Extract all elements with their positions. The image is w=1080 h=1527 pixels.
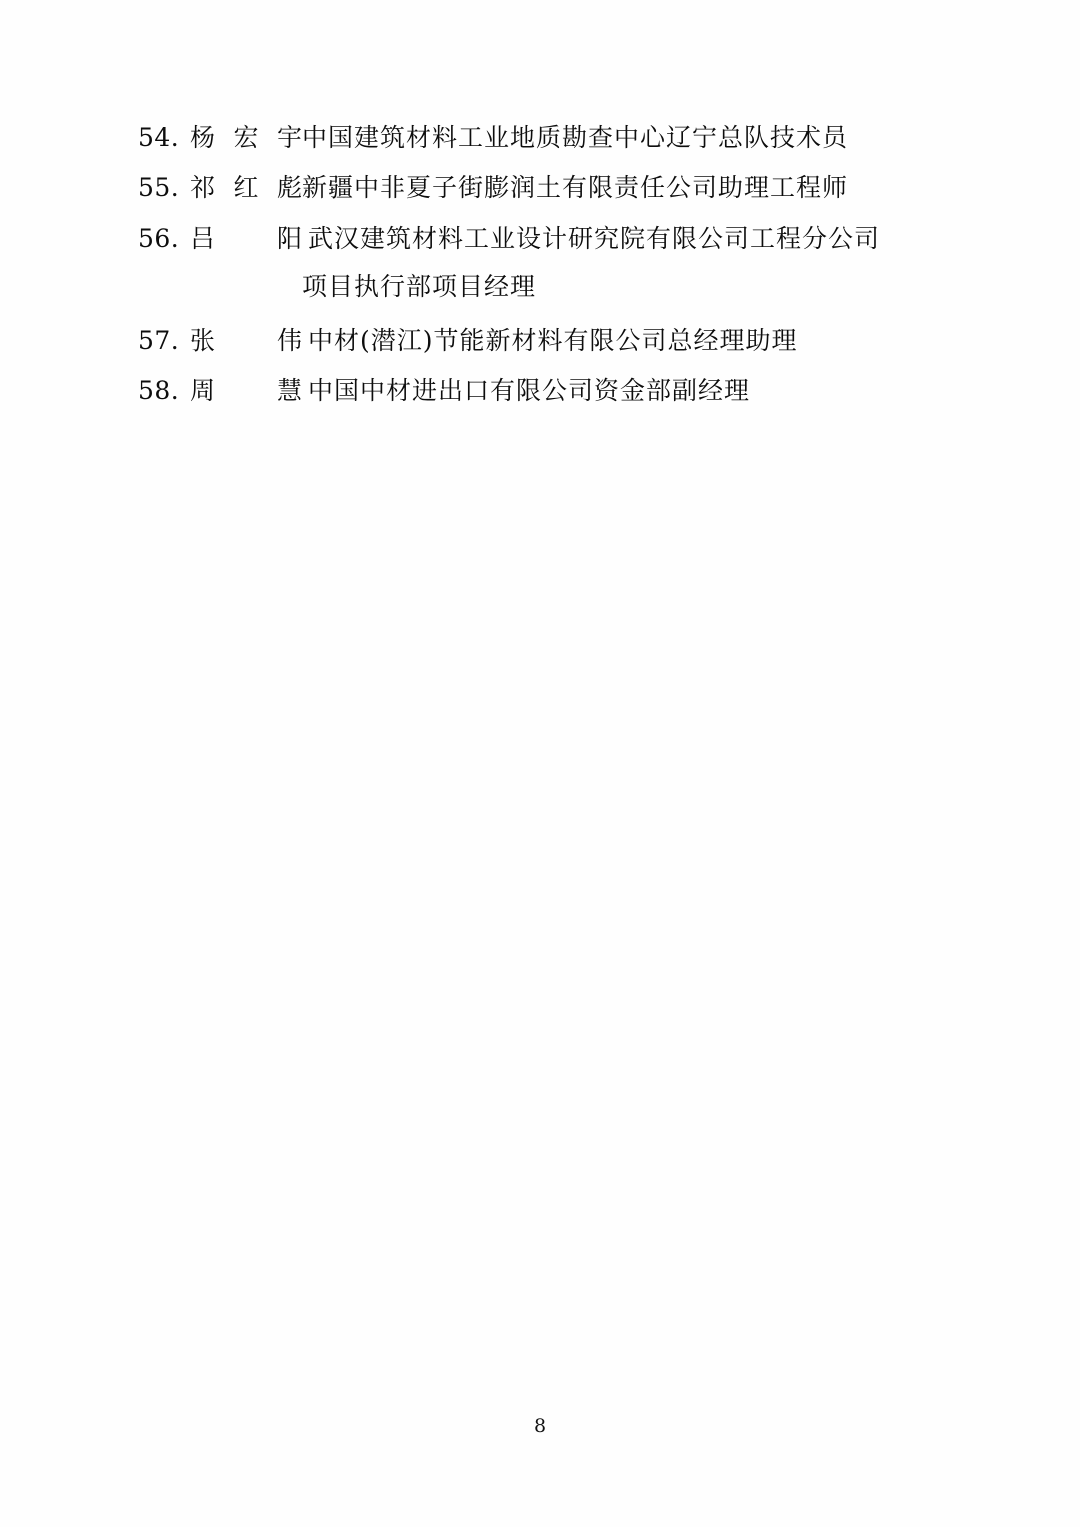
name-char: 红 [233,173,259,203]
name-char: 伟 [276,326,302,355]
name-char: 张 [190,326,216,355]
name-char: 祁 [190,173,216,203]
name-char: 阳 [276,223,302,253]
list-item [138,221,948,257]
list-item [138,373,948,409]
list-item-continuation [138,269,948,305]
list-item-description: 中国建筑材料工业地质勘查中心辽宁总队技术员 [302,123,849,152]
list-item [138,170,948,206]
list-item-name [190,323,308,359]
name-char: 彪 [276,173,302,203]
list-item-name [190,373,308,409]
list-item [138,323,948,359]
list-item-description: 中国中材进出口有限公司资金部副经理 [308,376,751,406]
list-item-name [190,120,302,156]
name-char: 慧 [276,376,302,406]
list-item [138,120,948,156]
list-item-description-continued: 项目执行部项目经理 [302,271,537,301]
list-item-description: 中材(潜江)节能新材料有限公司总经理助理 [308,326,798,355]
name-list [138,120,948,424]
name-char: 宏 [233,123,259,152]
list-item-number: 54. [138,123,180,152]
name-char: 宇 [276,123,302,152]
name-char: 杨 [190,123,216,152]
list-item-number: 56. [138,223,180,253]
list-item-name [190,221,308,257]
list-item-number: 55. [138,173,180,203]
name-char: 吕 [190,223,216,253]
list-item-number: 57. [138,326,180,355]
list-item-description: 武汉建筑材料工业设计研究院有限公司工程分公司 [308,223,881,253]
list-item-name [190,170,302,206]
name-char: 周 [190,376,216,406]
list-item-number: 58. [138,376,180,406]
page-number: 8 [533,1415,547,1437]
list-item-description: 新疆中非夏子街膨润土有限责任公司助理工程师 [302,173,849,203]
